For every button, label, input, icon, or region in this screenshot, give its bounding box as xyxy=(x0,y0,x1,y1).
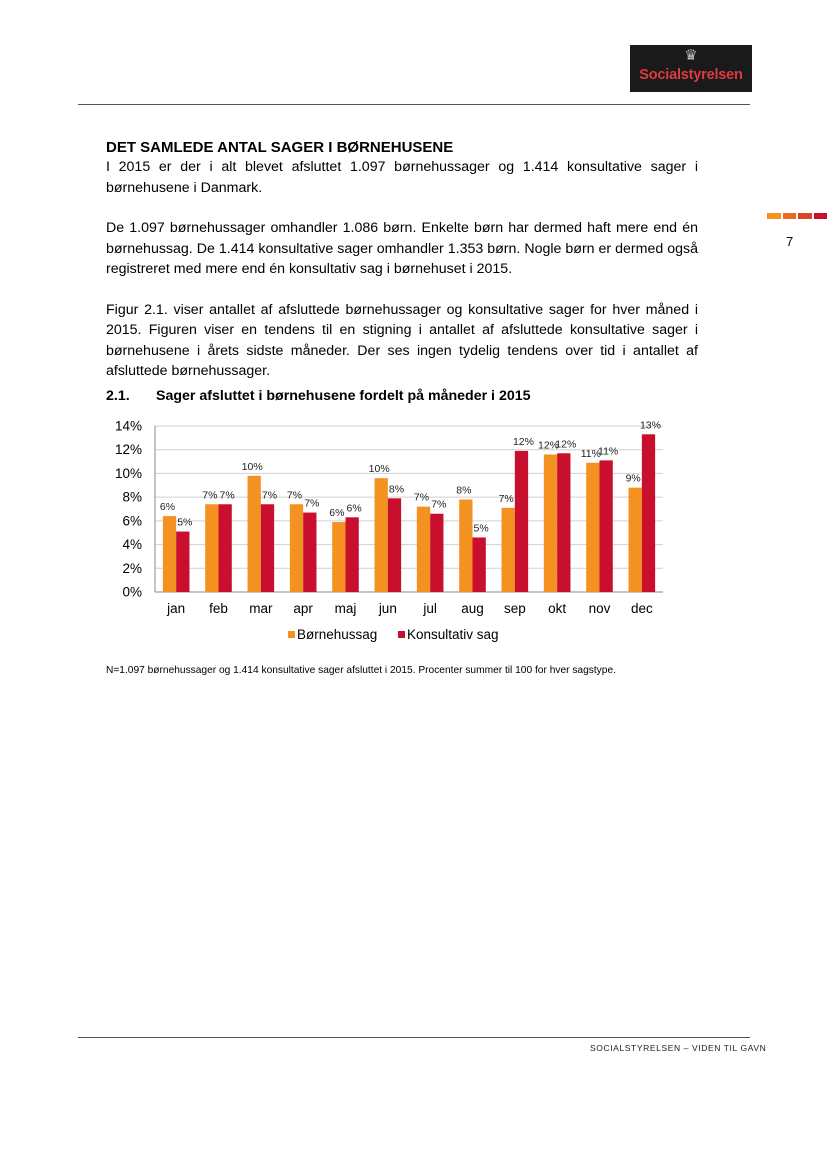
footer-text: SOCIALSTYRELSEN – VIDEN TIL GAVN xyxy=(590,1043,767,1053)
data-label: 11% xyxy=(598,445,619,458)
figure-title xyxy=(106,388,531,404)
x-tick-label: aug xyxy=(461,601,484,616)
bar-bornehussag xyxy=(248,476,261,592)
bar-konsultativ-sag xyxy=(346,517,359,592)
bar-bornehussag xyxy=(459,500,472,592)
data-label: 8% xyxy=(456,484,472,497)
main-content xyxy=(106,138,698,402)
bar-bornehussag xyxy=(163,516,176,592)
data-label: 7% xyxy=(219,489,235,502)
x-tick-label: jul xyxy=(423,601,437,616)
x-tick-label: okt xyxy=(548,601,567,616)
bar-konsultativ-sag xyxy=(600,460,613,592)
x-tick-label: mar xyxy=(249,601,273,616)
data-label: 13% xyxy=(639,419,661,432)
x-tick-label: dec xyxy=(630,601,653,616)
data-label: 12% xyxy=(555,438,577,451)
x-tick-label: jan xyxy=(167,601,186,616)
socialstyrelsen-logo xyxy=(630,45,752,92)
bar-bornehussag xyxy=(629,488,642,592)
bar-konsultativ-sag xyxy=(557,453,570,592)
data-label: 11% xyxy=(580,447,601,460)
y-tick-label: 4% xyxy=(122,537,142,553)
data-label: 12% xyxy=(538,439,560,452)
stripe-4 xyxy=(814,213,827,219)
bar-bornehussag xyxy=(332,522,345,592)
data-label: 6% xyxy=(346,502,362,515)
bar-bornehussag xyxy=(290,504,303,592)
stripe-2 xyxy=(783,213,797,219)
x-tick-label: apr xyxy=(293,601,313,616)
data-label: 8% xyxy=(388,483,405,496)
section-heading: DET SAMLEDE ANTAL SAGER I BØRNEHUSENE xyxy=(106,139,454,156)
legend-label: Børnehussag xyxy=(297,627,378,642)
figure-number: 2.1. xyxy=(106,388,130,404)
data-label: 7% xyxy=(498,492,514,505)
y-tick-label: 10% xyxy=(114,465,142,481)
bar-bornehussag xyxy=(502,508,515,592)
side-stripes xyxy=(767,213,827,219)
bar-konsultativ-sag xyxy=(515,451,528,592)
bar-bornehussag xyxy=(205,504,218,592)
y-tick-label: 14% xyxy=(114,418,142,434)
bar-konsultativ-sag xyxy=(388,498,401,592)
footer-rule xyxy=(78,1037,750,1038)
y-tick-label: 8% xyxy=(122,489,142,505)
data-label: 7% xyxy=(202,489,218,502)
header-rule xyxy=(78,104,750,105)
bar-bornehussag xyxy=(375,478,388,592)
legend-label: Konsultativ sag xyxy=(407,627,499,642)
figure-title-text: Sager afsluttet i børnehusene fordelt på måneder i 2015 xyxy=(156,388,531,404)
logo-text: Socialstyrelsen xyxy=(639,67,743,83)
x-tick-label: feb xyxy=(209,601,228,616)
x-tick-label: sep xyxy=(503,601,526,616)
data-label: 5% xyxy=(177,516,193,529)
bar-konsultativ-sag xyxy=(219,504,232,592)
data-label: 7% xyxy=(286,489,303,502)
bar-bornehussag xyxy=(586,463,599,592)
legend-swatch xyxy=(288,631,295,638)
data-label: 10% xyxy=(241,460,263,473)
bar-chart xyxy=(100,412,680,652)
stripe-1 xyxy=(767,213,781,219)
y-tick-label: 6% xyxy=(122,513,142,529)
crown-icon: ♛ xyxy=(684,47,698,64)
page-number: 7 xyxy=(786,234,794,249)
paragraph-children: De 1.097 børnehussager omhandler 1.086 børn. Enkelte børn har dermed haft mere end én børnehussag. De 1.414 konsultative sager omhandler 1.353 børn. Nogle børn er dermed også registreret med mere end én konsultativ sag i børnehuset i 2015. xyxy=(106,220,698,277)
legend-swatch xyxy=(398,631,405,638)
data-label: 5% xyxy=(473,522,489,535)
figure-note: N=1.097 børnehussager og 1.414 konsultative sager afsluttet i 2015. Procenter summer til 100 for hver sagstype. xyxy=(106,665,616,676)
paragraph-figure-description: Figur 2.1. viser antallet af afsluttede børnehussager og konsultative sager for hver måned i 2015. Figuren viser en tendens til en stigning i antallet af afsluttede konsultative sager i børnehusene i årets sidste måneder. Der ses ingen tydelig tendens over tid i antallet af afsluttede børnehussager. xyxy=(106,301,698,379)
paragraph-intro: I 2015 er der i alt blevet afsluttet 1.097 børnehussager og 1.414 konsultative sager i børnehusene i Danmark. xyxy=(106,159,698,196)
bar-bornehussag xyxy=(417,507,430,592)
data-label: 7% xyxy=(304,497,320,510)
data-label: 9% xyxy=(625,472,641,485)
data-label: 6% xyxy=(329,507,345,520)
data-label: 7% xyxy=(413,491,430,504)
stripe-3 xyxy=(798,213,812,219)
x-tick-label: nov xyxy=(588,601,611,616)
bar-konsultativ-sag xyxy=(642,434,655,592)
bar-konsultativ-sag xyxy=(430,514,443,592)
bar-konsultativ-sag xyxy=(473,537,486,592)
bar-bornehussag xyxy=(544,454,557,592)
data-label: 6% xyxy=(159,501,176,514)
data-label: 7% xyxy=(431,498,447,511)
x-tick-label: jun xyxy=(378,601,397,616)
bar-konsultativ-sag xyxy=(261,504,274,592)
bar-konsultativ-sag xyxy=(303,513,316,592)
y-tick-label: 2% xyxy=(122,560,142,576)
bar-konsultativ-sag xyxy=(176,532,189,592)
data-label: 10% xyxy=(368,463,390,476)
y-tick-label: 12% xyxy=(114,442,142,458)
y-tick-label: 0% xyxy=(122,584,142,600)
data-label: 12% xyxy=(512,435,534,448)
x-tick-label: maj xyxy=(334,601,357,616)
data-label: 7% xyxy=(261,489,278,502)
